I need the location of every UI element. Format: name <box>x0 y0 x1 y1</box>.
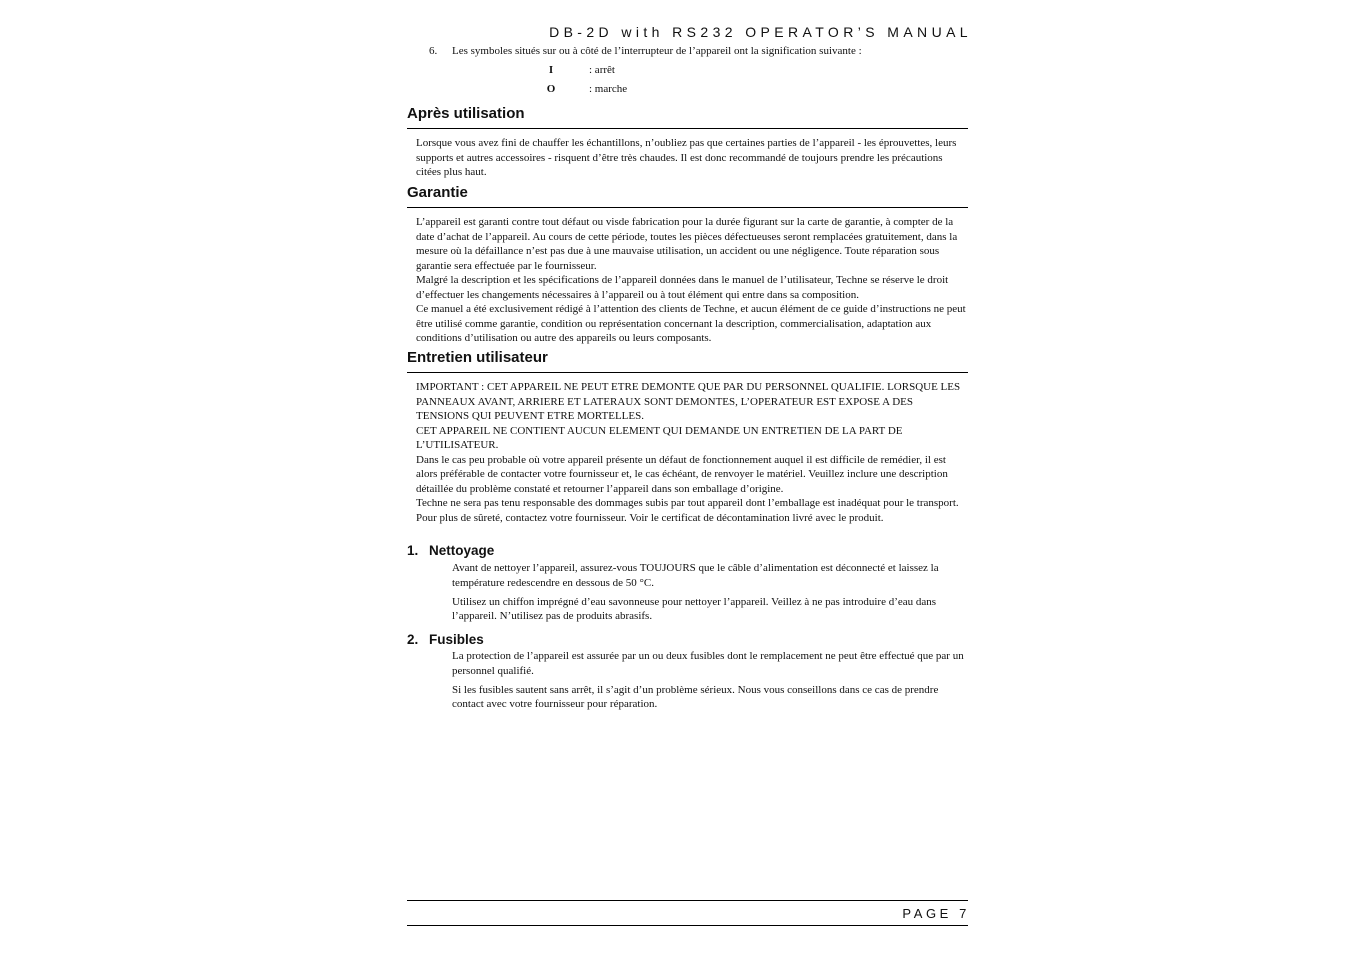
footer-rule-bottom <box>407 925 968 926</box>
section-body-garantie <box>416 215 968 346</box>
paragraph: Si les fusibles sautent sans arrêt, il s’agit d’un problème sérieux. Nous vous conseillons dans ce cas de prendre contact avec votre fournisseur pour réparation. <box>452 683 939 710</box>
subsection-heading-nettoyage <box>407 543 494 558</box>
symbol-meaning: : marche <box>589 83 628 95</box>
paragraph: Malgré la description et les spécifications de l’appareil données dans le manuel de l’utilisateur, Techne se réserve le droit d’effectuer les changements nécessaires à l’appareil ou à tout élément qui entre dans sa composition. <box>416 274 949 301</box>
page-number: PAGE 7 <box>902 906 970 921</box>
section-body-apres-utilisation <box>416 136 968 180</box>
subsection-body-fusibles <box>452 649 968 712</box>
subsection-body-nettoyage <box>452 561 968 624</box>
paragraph: Avant de nettoyer l’appareil, assurez-vous TOUJOURS que le câble d’alimentation est déconnecté et laissez la température redescendre en dessous de 50 °C. <box>452 562 939 589</box>
section-heading-entretien-utilisateur: Entretien utilisateur <box>407 349 548 366</box>
subsection-number: 1. <box>407 543 419 558</box>
paragraph: Utilisez un chiffon imprégné d’eau savonneuse pour nettoyer l’appareil. Veillez à ne pas introduire d’eau dans l’appareil. N’utilisez pas de produits abrasifs. <box>452 595 937 622</box>
symbol-meaning: : arrêt <box>589 64 615 76</box>
subsection-heading-fusibles <box>407 632 484 647</box>
footer-rule-top <box>407 900 968 901</box>
list-item-6 <box>429 44 862 59</box>
list-item-text: Les symboles situés sur ou à côté de l’interrupteur de l’appareil ont la signification suivante : <box>452 45 862 57</box>
paragraph: IMPORTANT : CET APPAREIL NE PEUT ETRE DEMONTE QUE PAR DU PERSONNEL QUALIFIE. LORSQUE LES PANNEAUX AVANT, ARRIERE ET LATERAUX SONT DEMONTES, L’OPERATEUR EST EXPOSE A DES TENSIONS QUI PEUVENT ETRE MORTELLES. <box>416 381 961 422</box>
symbol-glyph: O <box>546 83 556 95</box>
subsection-number: 2. <box>407 632 419 647</box>
paragraph: L’appareil est garanti contre tout défaut ou visde fabrication pour la durée figurant sur la carte de garantie, à compter de la date d’achat de l’appareil. Au cours de cette période, toutes les pièces défectueuses seront remplacées gratuitement, dans la mesure où la défaillance n’est pas due à une mauvaise utilisation, un accident ou une négligence. Toute réparation sous garantie sera effectuée par le fournisseur. <box>416 216 958 272</box>
paragraph: La protection de l’appareil est assurée par un ou deux fusibles dont le remplacement ne peut être effectué que par un personnel qualifié. <box>452 650 964 677</box>
paragraph: Lorsque vous avez fini de chauffer les échantillons, n’oubliez pas que certaines parties de l’appareil - les éprouvettes, leurs supports et autres accessoires - risquent d’être très chaudes. Il est donc recommandé de toujours prendre les précautions citées plus haut. <box>416 137 957 178</box>
subsection-title: Nettoyage <box>429 543 495 558</box>
list-number: 6. <box>429 45 438 57</box>
paragraph: Dans le cas peu probable où votre appareil présente un défaut de fonctionnement auquel il est difficile de remédier, il est alors préférable de contacter votre fournisseur et, le cas échéant, de renvoyer le matériel. Veuillez inclure une description détaillée du problème constaté et retourner l’appareil dans son emballage d’origine. <box>416 453 948 495</box>
paragraph: Ce manuel a été exclusivement rédigé à l’attention des clients de Techne, et aucun élément de ce guide d’instructions ne peut être utilisé comme garantie, condition ou représentation concernant la description, commercialisation, adaptation aux conditions d’utilisation ou autre des appareils ou leurs composants. <box>416 303 966 344</box>
running-header: DB-2D with RS232 OPERATOR’S MANUAL <box>549 24 972 40</box>
section-rule <box>407 128 968 129</box>
section-body-entretien-utilisateur <box>416 380 968 525</box>
paragraph: Techne ne sera pas tenu responsable des dommages subis par tout appareil dont l’emballage est inadéquat pour le transport. Pour plus de sûreté, contactez votre fournisseur. Voir le certificat de décontamination livré avec le produit. <box>416 497 959 524</box>
paragraph: CET APPAREIL NE CONTIENT AUCUN ELEMENT QUI DEMANDE UN ENTRETIEN DE LA PART DE L’UTILISATEUR. <box>416 424 903 451</box>
section-heading-apres-utilisation: Après utilisation <box>407 105 525 122</box>
section-rule <box>407 207 968 208</box>
section-heading-garantie: Garantie <box>407 184 468 201</box>
section-rule <box>407 372 968 373</box>
subsection-title: Fusibles <box>429 632 484 647</box>
symbol-glyph: I <box>548 64 554 76</box>
